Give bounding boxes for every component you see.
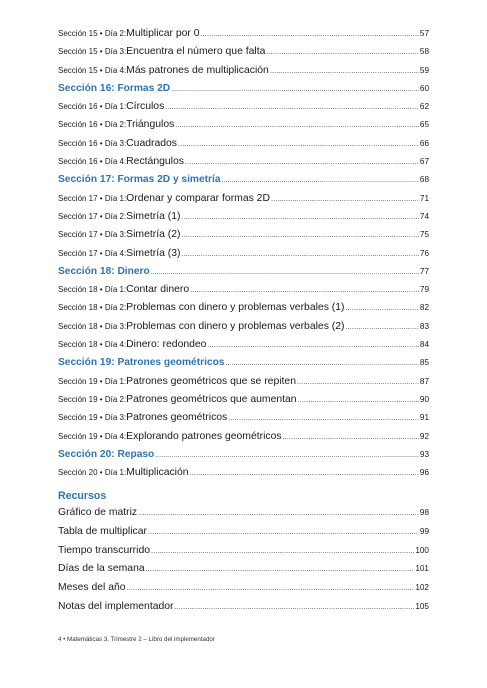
entry-title: Sección 19: Patrones geométricos xyxy=(58,357,225,369)
toc-entry[interactable] xyxy=(58,156,429,174)
dot-leader xyxy=(228,415,419,422)
entry-prefix: Sección 17 • Día 3: xyxy=(58,230,127,240)
entry-page-number: 92 xyxy=(419,431,429,441)
dot-leader xyxy=(225,360,418,367)
entry-title: Patrones geométricos que aumentan xyxy=(126,393,297,405)
entry-title: Encuentra el número que falta xyxy=(126,46,266,58)
dot-leader xyxy=(146,566,415,573)
entry-title: Ordenar y comparar formas 2D xyxy=(126,192,270,204)
entry-title: Problemas con dinero y problemas verbales (2) xyxy=(126,320,345,332)
entry-prefix: Sección 16 • Día 1: xyxy=(58,102,127,112)
entry-page-number: 98 xyxy=(419,508,429,518)
dot-leader xyxy=(151,269,419,276)
entry-page-number: 65 xyxy=(419,120,429,130)
entry-page-number: 71 xyxy=(419,193,429,203)
dot-leader xyxy=(181,232,418,239)
toc-entry[interactable] xyxy=(58,28,429,46)
toc-entry[interactable] xyxy=(58,321,429,339)
dot-leader xyxy=(175,122,419,129)
toc-resource-entry[interactable] xyxy=(58,601,429,620)
entry-title: Días de la semana xyxy=(58,563,145,575)
entry-page-number: 100 xyxy=(415,545,429,555)
toc-entry[interactable] xyxy=(58,46,429,64)
entry-prefix: Sección 20 • Día 1: xyxy=(58,468,127,478)
dot-leader xyxy=(165,104,419,111)
dot-leader xyxy=(178,141,419,148)
entry-prefix: Sección 17 • Día 4: xyxy=(58,248,127,258)
entry-prefix: Sección 15 • Día 3: xyxy=(58,47,127,57)
entry-title: Simetría (1) xyxy=(126,210,181,222)
entry-title: Multiplicación xyxy=(126,467,189,479)
toc-entry[interactable] xyxy=(58,193,429,211)
dot-leader xyxy=(175,604,415,611)
entry-title: Sección 16: Formas 2D xyxy=(58,82,171,94)
entry-page-number: 93 xyxy=(419,449,429,459)
toc-section-heading[interactable] xyxy=(58,174,429,192)
entry-title: Explorando patrones geométricos xyxy=(126,430,282,442)
entry-title: Patrones geométricos que se repiten xyxy=(126,375,296,387)
entry-title: Triángulos xyxy=(126,119,175,131)
entry-title: Problemas con dinero y problemas verbales (1) xyxy=(126,302,345,314)
dot-leader xyxy=(297,379,419,386)
toc-section-heading[interactable] xyxy=(58,357,429,375)
entry-prefix: Sección 15 • Día 4: xyxy=(58,65,127,75)
toc-entry[interactable] xyxy=(58,65,429,83)
entry-title: Simetría (3) xyxy=(126,247,181,259)
entry-page-number: 76 xyxy=(419,248,429,258)
entry-page-number: 79 xyxy=(419,285,429,295)
dot-leader xyxy=(298,397,419,404)
toc-entry[interactable] xyxy=(58,248,429,266)
page-footer: 4 • Matemáticas 3, Trimestre 2 – Libro del implementador xyxy=(58,636,215,643)
entry-page-number: 62 xyxy=(419,102,429,112)
entry-title: Simetría (2) xyxy=(126,229,181,241)
toc-resource-entry[interactable] xyxy=(58,563,429,582)
entry-prefix: Sección 18 • Día 4: xyxy=(58,340,127,350)
entry-title: Tiempo transcurrido xyxy=(58,544,151,556)
entry-prefix: Sección 19 • Día 3: xyxy=(58,413,127,423)
entry-title: Círculos xyxy=(126,101,165,113)
entry-prefix: Sección 15 • Día 2: xyxy=(58,29,127,38)
resources-heading: Recursos xyxy=(58,490,107,503)
entry-page-number: 59 xyxy=(419,65,429,75)
toc-resource-entry[interactable] xyxy=(58,507,429,526)
entry-page-number: 85 xyxy=(419,358,429,368)
dot-leader xyxy=(283,434,419,441)
entry-title: Meses del año xyxy=(58,582,126,594)
dot-leader xyxy=(345,324,418,331)
entry-page-number: 77 xyxy=(419,266,429,276)
toc-entry[interactable] xyxy=(58,229,429,247)
entry-title: Contar dinero xyxy=(126,284,190,296)
dot-leader xyxy=(207,342,418,349)
toc-entries xyxy=(58,28,429,485)
entry-prefix: Sección 16 • Día 2: xyxy=(58,120,127,130)
entry-page-number: 101 xyxy=(415,564,429,574)
toc-resource-entry[interactable] xyxy=(58,545,429,564)
entry-title: Tabla de multiplicar xyxy=(58,526,147,538)
entry-prefix: Sección 16 • Día 3: xyxy=(58,138,127,148)
dot-leader xyxy=(201,31,419,38)
dot-leader xyxy=(151,548,414,555)
entry-title: Sección 20: Repaso xyxy=(58,448,155,460)
entry-page-number: 82 xyxy=(419,303,429,313)
dot-leader xyxy=(138,510,419,517)
entry-title: Cuadrados xyxy=(126,137,178,149)
toc-resource-entry[interactable] xyxy=(58,526,429,545)
entry-prefix: Sección 18 • Día 3: xyxy=(58,321,127,331)
entry-page-number: 57 xyxy=(419,29,429,38)
entry-page-number: 60 xyxy=(419,83,429,93)
entry-page-number: 105 xyxy=(415,601,429,611)
entry-title: Rectángulos xyxy=(126,156,184,168)
entry-page-number: 96 xyxy=(419,468,429,478)
entry-prefix: Sección 17 • Día 2: xyxy=(58,211,127,221)
entry-page-number: 90 xyxy=(419,394,429,404)
toc-entry[interactable] xyxy=(58,467,429,485)
dot-leader xyxy=(155,452,419,459)
entry-page-number: 74 xyxy=(419,211,429,221)
entry-title: Multiplicar por 0 xyxy=(126,28,200,39)
toc-entry[interactable] xyxy=(58,284,429,302)
toc-entry[interactable] xyxy=(58,394,429,412)
entry-title: Sección 17: Formas 2D y simetría xyxy=(58,174,221,186)
entry-page-number: 84 xyxy=(419,340,429,350)
entry-page-number: 67 xyxy=(419,157,429,167)
entry-page-number: 91 xyxy=(419,413,429,423)
dot-leader xyxy=(181,214,418,221)
toc-entry[interactable] xyxy=(58,431,429,449)
entry-page-number: 83 xyxy=(419,321,429,331)
entry-prefix: Sección 18 • Día 2: xyxy=(58,303,127,313)
toc-entry[interactable] xyxy=(58,211,429,229)
entry-prefix: Sección 16 • Día 4: xyxy=(58,157,127,167)
entry-prefix: Sección 18 • Día 1: xyxy=(58,285,127,295)
toc-entry[interactable] xyxy=(58,376,429,394)
entry-page-number: 99 xyxy=(419,527,429,537)
entry-page-number: 102 xyxy=(415,583,429,593)
dot-leader xyxy=(345,305,418,312)
toc-entry[interactable] xyxy=(58,119,429,137)
toc-entry[interactable] xyxy=(58,302,429,320)
entry-page-number: 66 xyxy=(419,138,429,148)
dot-leader xyxy=(148,529,419,536)
dot-leader xyxy=(271,196,419,203)
entry-page-number: 68 xyxy=(419,175,429,185)
toc-section-heading[interactable] xyxy=(58,266,429,284)
toc-entry[interactable] xyxy=(58,138,429,156)
entry-title: Dinero: redondeo xyxy=(126,339,207,351)
toc-entry[interactable] xyxy=(58,101,429,119)
entry-title: Notas del implementador xyxy=(58,600,174,612)
dot-leader xyxy=(190,287,419,294)
entry-page-number: 87 xyxy=(419,376,429,386)
dot-leader xyxy=(222,177,419,184)
dot-leader xyxy=(266,49,419,56)
toc-entry[interactable] xyxy=(58,412,429,430)
dot-leader xyxy=(181,251,418,258)
resources-list xyxy=(58,507,429,619)
toc-entry[interactable] xyxy=(58,339,429,357)
entry-title: Gráfico de matriz xyxy=(58,507,138,519)
entry-prefix: Sección 19 • Día 1: xyxy=(58,376,127,386)
dot-leader xyxy=(190,470,419,477)
table-of-contents xyxy=(58,28,429,620)
entry-prefix: Sección 19 • Día 4: xyxy=(58,431,127,441)
toc-section-heading[interactable] xyxy=(58,83,429,101)
entry-title: Más patrones de multiplicación xyxy=(126,64,269,76)
toc-section-heading[interactable] xyxy=(58,449,429,467)
entry-title: Sección 18: Dinero xyxy=(58,265,150,277)
entry-page-number: 75 xyxy=(419,230,429,240)
entry-prefix: Sección 17 • Día 1: xyxy=(58,193,127,203)
dot-leader xyxy=(270,68,419,75)
entry-prefix: Sección 19 • Día 2: xyxy=(58,394,127,404)
dot-leader xyxy=(171,86,419,93)
toc-resource-entry[interactable] xyxy=(58,582,429,601)
entry-title: Patrones geométricos xyxy=(126,412,228,424)
dot-leader xyxy=(185,159,419,166)
dot-leader xyxy=(127,585,415,592)
entry-page-number: 58 xyxy=(419,47,429,57)
